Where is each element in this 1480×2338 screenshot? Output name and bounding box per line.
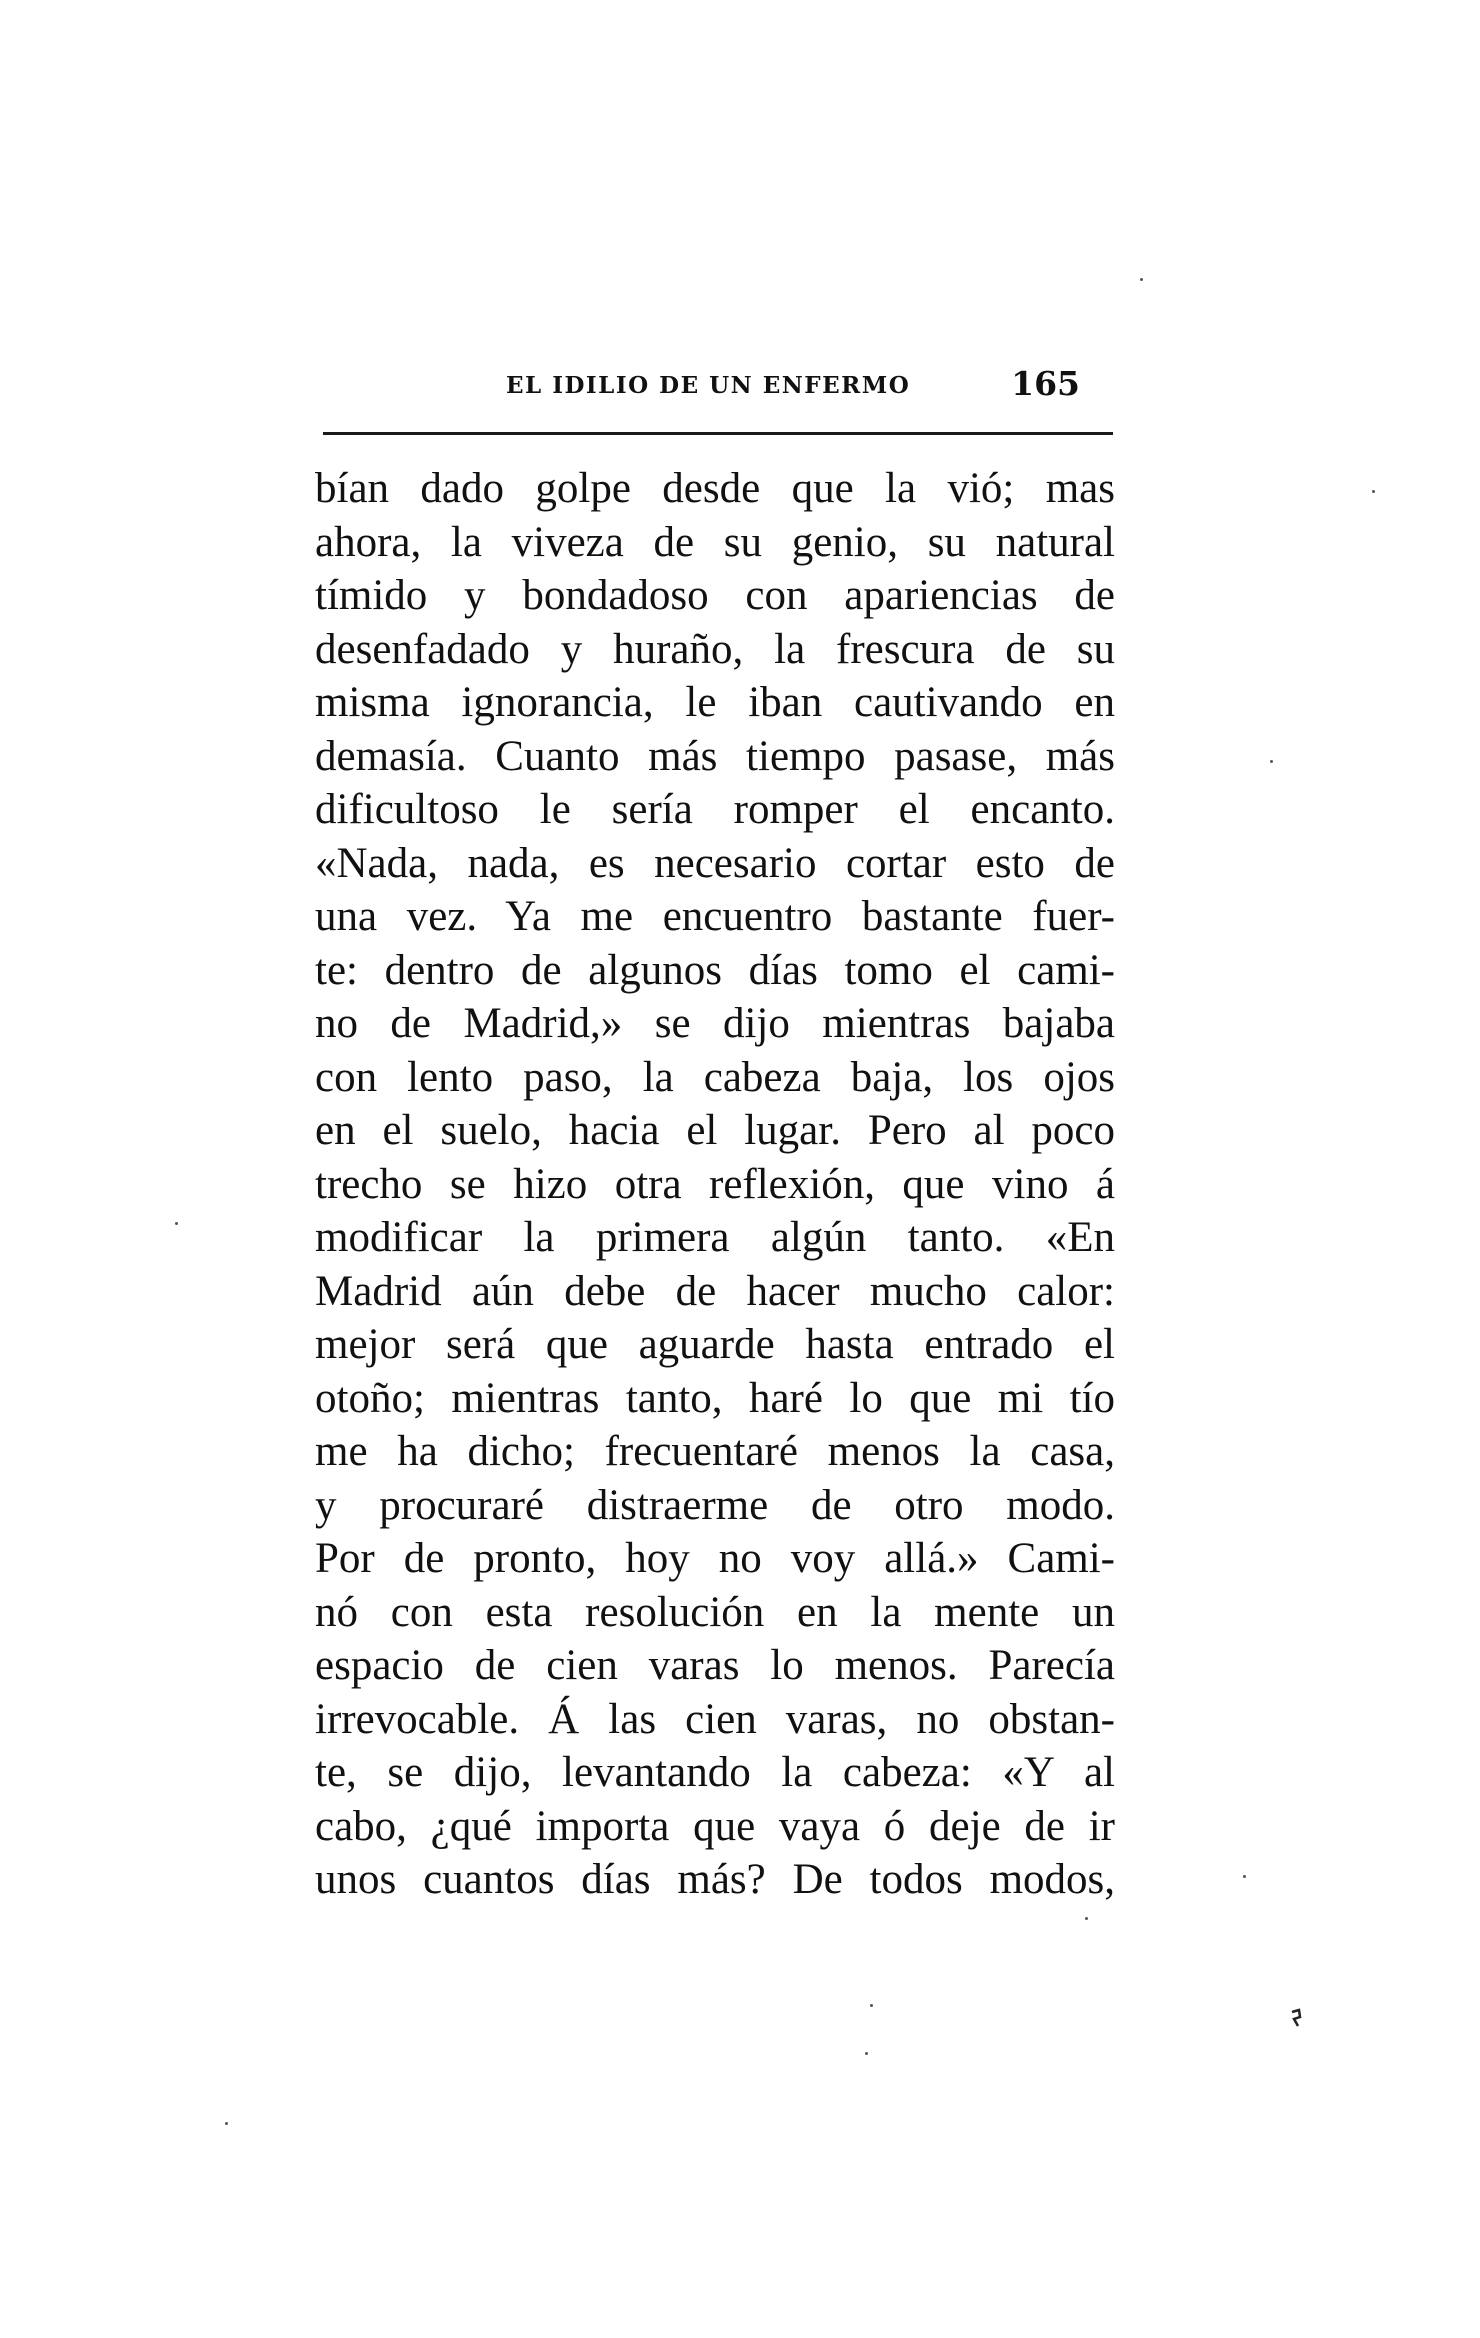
scan-speck [870, 2004, 873, 2007]
scan-speck [1085, 1917, 1088, 1920]
scan-speck [1140, 278, 1143, 281]
text-line: me ha dicho; frecuentaré menos la casa, [315, 1428, 1115, 1475]
text-line: no de Madrid,» se dijo mientras bajaba [315, 1000, 1115, 1047]
scan-speck [225, 2122, 228, 2125]
scan-speck [1270, 760, 1273, 763]
text-line: y procuraré distraerme de otro modo. [315, 1481, 1115, 1529]
text-line: te: dentro de algunos días tomo el cami- [315, 946, 1115, 994]
text-line: irrevocable. Á las cien varas, no obstan- [315, 1695, 1115, 1743]
running-head: EL IDILIO DE UN ENFERMO [506, 372, 911, 399]
scan-speck [175, 1222, 178, 1225]
text-line: desenfadado y huraño, la frescura de su [315, 625, 1115, 673]
text-line: mejor será que aguarde hasta entrado el [315, 1321, 1115, 1368]
text-line: tímido y bondadoso con apariencias de [315, 572, 1115, 619]
text-line: modificar la primera algún tanto. «En [315, 1214, 1115, 1261]
scan-speck [1372, 490, 1375, 493]
text-line: Por de pronto, hoy no voy allá.» Cami- [315, 1535, 1115, 1582]
text-line: en el suelo, hacia el lugar. Pero al poco [315, 1107, 1115, 1154]
text-line: espacio de cien varas lo menos. Parecía [315, 1642, 1115, 1689]
text-line: te, se dijo, levantando la cabeza: «Y al [315, 1749, 1115, 1796]
text-line: demasía. Cuanto más tiempo pasase, más [315, 732, 1115, 780]
text-line: ahora, la viveza de su genio, su natural [315, 518, 1115, 566]
body-text [315, 462, 1115, 1907]
text-line: trecho se hizo otra reflexión, que vino á [315, 1160, 1115, 1208]
text-line: con lento paso, la cabeza baja, los ojos [315, 1053, 1115, 1101]
text-line: dificultoso le sería romper el encanto. [315, 786, 1115, 833]
text-line: misma ignorancia, le iban cautivando en [315, 679, 1115, 726]
page-header [318, 356, 1112, 416]
text-line: bían dado golpe desde que la vió; mas [315, 465, 1115, 512]
text-line: «Nada, nada, es necesario cortar esto de [315, 839, 1115, 887]
header-rule [323, 432, 1113, 435]
scan-speck [865, 2052, 868, 2055]
text-line: nó con esta resolución en la mente un [315, 1588, 1115, 1636]
page-number: 165 [1011, 364, 1080, 403]
scan-speck [1243, 1875, 1246, 1878]
text-line: Madrid aún debe de hacer mucho calor: [315, 1267, 1115, 1315]
scan-mark [1290, 2008, 1302, 2028]
text-line: unos cuantos días más? De todos modos, [315, 1856, 1115, 1903]
text-line: cabo, ¿qué importa que vaya ó deje de ir [315, 1802, 1115, 1850]
text-line: otoño; mientras tanto, haré lo que mi tío [315, 1374, 1115, 1422]
text-line: una vez. Ya me encuentro bastante fuer- [315, 893, 1115, 940]
